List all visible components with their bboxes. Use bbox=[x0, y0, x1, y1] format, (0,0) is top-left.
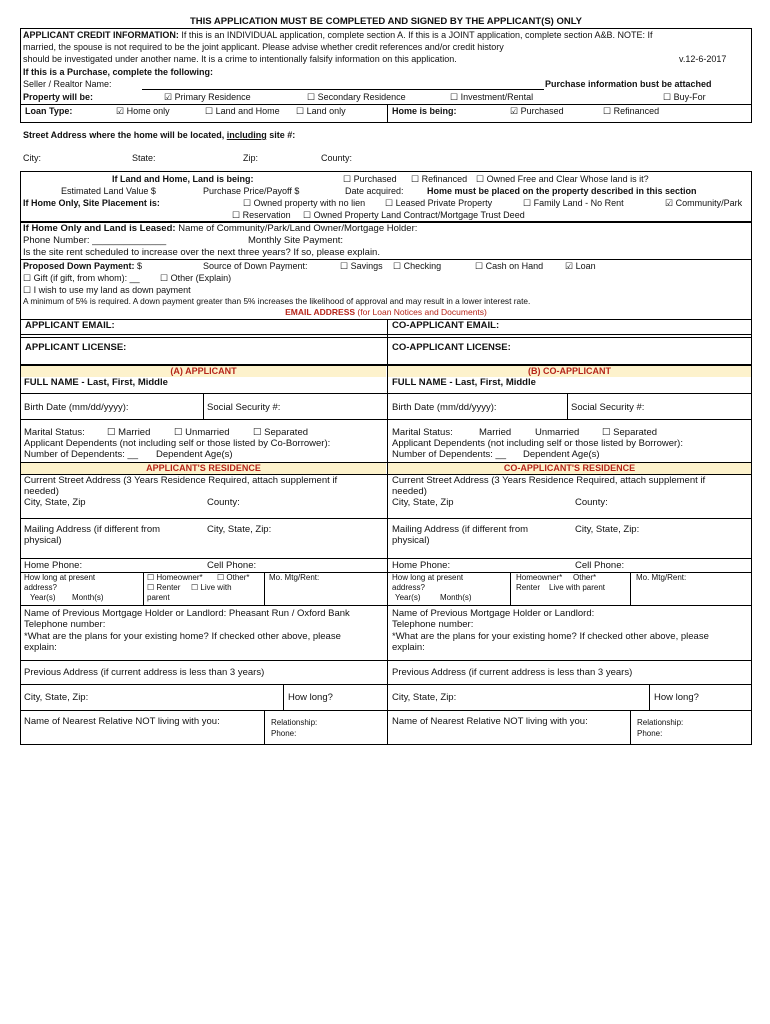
applicant-mailing-label-2: physical) bbox=[24, 535, 62, 546]
checked-box-icon bbox=[665, 198, 673, 208]
credit-info-text-3: should be investigated under another name. It is a crime to intentionally falsify information on this application. bbox=[23, 54, 457, 64]
checkbox-icon bbox=[340, 261, 348, 271]
co-applicant-plans-label: *What are the plans for your existing home? If checked other above, please bbox=[392, 631, 709, 642]
applicant-license-field[interactable]: APPLICANT LICENSE: bbox=[25, 342, 127, 353]
loan-label: Loan bbox=[575, 261, 596, 271]
monthly-site-payment-label: Monthly Site Payment: bbox=[248, 235, 344, 246]
applicant-ssn-field[interactable]: Social Security #: bbox=[207, 402, 281, 413]
divider bbox=[264, 710, 265, 745]
co-applicant-months-field[interactable]: Month(s) bbox=[440, 593, 472, 602]
date-acquired-label: Date acquired: bbox=[345, 186, 404, 196]
applicant-num-dependents-field[interactable]: Number of Dependents: __ bbox=[24, 449, 139, 460]
checkbox-icon bbox=[307, 92, 315, 102]
home-only-option[interactable] bbox=[116, 106, 170, 116]
checkbox-icon bbox=[393, 261, 401, 271]
checked-box-icon bbox=[116, 106, 124, 116]
applicant-current-street-label: Current Street Address (3 Years Residence Required, attach supplement if bbox=[24, 475, 338, 486]
divider bbox=[143, 572, 144, 605]
divider bbox=[20, 660, 752, 661]
applicant-homeowner-option[interactable] bbox=[147, 573, 203, 582]
email-address-note bbox=[20, 308, 752, 318]
co-applicant-ssn-field[interactable]: Social Security #: bbox=[571, 402, 645, 413]
co-applicant-live-with-option[interactable]: Live with parent bbox=[549, 583, 606, 592]
co-applicant-email-field[interactable]: CO-APPLICANT EMAIL: bbox=[392, 320, 500, 331]
home-only-label: Home only bbox=[126, 106, 170, 116]
applicant-relative-phone-field[interactable]: Phone: bbox=[271, 729, 297, 738]
co-applicant-dependents-label: Applicant Dependents (not including self or those listed by Borrower): bbox=[392, 438, 683, 449]
attach-note: Purchase information bust be attached bbox=[545, 79, 712, 89]
checked-box-icon bbox=[565, 261, 573, 271]
co-applicant-relationship-field[interactable]: Relationship: bbox=[637, 718, 684, 727]
co-applicant-how-long-label-2: address? bbox=[392, 583, 425, 592]
divider bbox=[203, 393, 204, 419]
checkbox-icon bbox=[205, 106, 213, 116]
loan-option[interactable] bbox=[565, 261, 596, 271]
source-down-payment-label: Source of Down Payment: bbox=[203, 261, 308, 271]
land-down-payment-label: I wish to use my land as down payment bbox=[33, 285, 191, 295]
checkbox-icon bbox=[475, 261, 483, 271]
co-applicant-mailing-csz-field[interactable]: City, State, Zip: bbox=[575, 524, 640, 535]
leased-private-option[interactable] bbox=[385, 198, 492, 208]
checkbox-icon bbox=[385, 198, 393, 208]
secondary-residence-label: Secondary Residence bbox=[317, 92, 406, 102]
other-explain-label: Other (Explain) bbox=[170, 273, 232, 283]
zip-label: Zip: bbox=[243, 153, 259, 163]
applicant-live-with-option[interactable] bbox=[191, 583, 232, 592]
co-applicant-renter-option[interactable]: Renter bbox=[516, 583, 541, 592]
checkbox-icon bbox=[23, 285, 31, 295]
applicant-mtg-rent-field[interactable]: Mo. Mtg/Rent: bbox=[269, 573, 320, 582]
divider bbox=[20, 419, 752, 420]
land-home-option[interactable] bbox=[205, 106, 280, 116]
credit-info-text-2: married, the spouse is not required to be the joint applicant. Please advise whether credit references and/or credit history bbox=[23, 42, 504, 52]
version-label: v.12-6-2017 bbox=[679, 54, 727, 64]
divider bbox=[20, 393, 752, 394]
applicant-marital-label: Marital Status: bbox=[24, 427, 85, 438]
seller-realtor-label: Seller / Realtor Name: bbox=[23, 79, 112, 89]
purchase-heading: If this is a Purchase, complete the following: bbox=[23, 67, 214, 77]
checkbox-icon bbox=[191, 583, 198, 592]
divider bbox=[20, 518, 752, 519]
checkbox-icon bbox=[217, 573, 224, 582]
refinanced-option[interactable] bbox=[603, 106, 659, 116]
community-park-label: Community/Park bbox=[675, 198, 743, 208]
leased-line bbox=[23, 224, 417, 235]
co-applicant-explain-field[interactable]: explain: bbox=[392, 642, 425, 653]
co-applicant-full-name-field[interactable]: FULL NAME - Last, First, Middle bbox=[392, 377, 536, 388]
co-applicant-relative-field[interactable]: Name of Nearest Relative NOT living with you: bbox=[392, 716, 588, 727]
city-label: City: bbox=[23, 153, 41, 163]
savings-label: Savings bbox=[350, 261, 383, 271]
applicant-residence-title: APPLICANT'S RESIDENCE bbox=[146, 463, 261, 473]
checkbox-icon bbox=[411, 174, 419, 184]
applicant-relative-field[interactable]: Name of Nearest Relative NOT living with you: bbox=[24, 716, 220, 727]
checkbox-icon bbox=[303, 210, 311, 220]
co-applicant-prev-mortgage-field[interactable]: Name of Previous Mortgage Holder or Landlord: bbox=[392, 608, 595, 619]
applicant-columns-box bbox=[20, 365, 752, 745]
credit-info-line-1 bbox=[23, 30, 653, 40]
checkbox-icon bbox=[603, 106, 611, 116]
applicant-how-long-label-1: How long at present bbox=[24, 573, 96, 582]
checking-option[interactable] bbox=[393, 261, 441, 271]
applicant-county-field[interactable]: County: bbox=[207, 497, 240, 508]
divider bbox=[630, 710, 631, 745]
buyfor-label: Buy-For bbox=[673, 92, 706, 102]
down-payment-line bbox=[23, 261, 142, 271]
applicant-years-field[interactable]: Year(s) bbox=[30, 593, 56, 602]
co-applicant-residence-title: CO-APPLICANT'S RESIDENCE bbox=[503, 463, 636, 473]
purchased-option[interactable] bbox=[510, 106, 564, 116]
applicant-months-field[interactable]: Month(s) bbox=[72, 593, 104, 602]
divider bbox=[387, 104, 388, 123]
checkbox-icon bbox=[523, 198, 531, 208]
checkbox-icon bbox=[23, 273, 31, 283]
co-applicant-mailing-label-1: Mailing Address (if different from bbox=[392, 524, 529, 535]
co-applicant-years-field[interactable]: Year(s) bbox=[395, 593, 421, 602]
applicant-unmarried-label: Unmarried bbox=[185, 427, 230, 438]
owned-contract-option[interactable] bbox=[303, 210, 525, 220]
applicant-explain-field[interactable]: explain: bbox=[24, 642, 57, 653]
applicant-birth-date-field[interactable]: Birth Date (mm/dd/yyyy): bbox=[24, 402, 129, 413]
checkbox-icon bbox=[107, 427, 116, 438]
down-payment-dollar: $ bbox=[134, 261, 143, 271]
applicant-how-long-label-2: address? bbox=[24, 583, 57, 592]
applicant-how-long-field[interactable]: How long? bbox=[288, 692, 333, 703]
co-applicant-mtg-rent-field[interactable]: Mo. Mtg/Rent: bbox=[636, 573, 687, 582]
checkbox-icon bbox=[450, 92, 458, 102]
land-down-payment-option[interactable] bbox=[23, 285, 191, 295]
divider bbox=[20, 684, 752, 685]
street-address-label bbox=[23, 130, 295, 140]
cash-on-hand-label: Cash on Hand bbox=[485, 261, 544, 271]
must-be-placed-note: Home must be placed on the property described in this section bbox=[427, 186, 697, 196]
checkbox-icon bbox=[147, 583, 154, 592]
column-divider bbox=[387, 365, 388, 745]
co-applicant-county-field[interactable]: County: bbox=[575, 497, 608, 508]
co-applicant-other-option[interactable]: Other* bbox=[573, 573, 597, 582]
checkbox-icon bbox=[343, 174, 351, 184]
land-owned-free-label: Owned Free and Clear Whose land is it? bbox=[486, 174, 649, 184]
applicant-other-option[interactable] bbox=[217, 573, 250, 582]
checkbox-icon bbox=[174, 427, 183, 438]
applicant-prev-mortgage-field[interactable]: Name of Previous Mortgage Holder or Landlord: Pheasant Run / Oxford Bank bbox=[24, 608, 350, 619]
co-applicant-unmarried-option[interactable]: Unmarried bbox=[535, 427, 580, 438]
county-label: County: bbox=[321, 153, 353, 163]
divider bbox=[567, 393, 568, 419]
divider bbox=[20, 605, 752, 606]
checking-label: Checking bbox=[403, 261, 442, 271]
minimum-down-note: A minimum of 5% is required. A down payment greater than 5% increases the likelihood of approval and may result in a lower interest rate. bbox=[23, 296, 531, 306]
owned-contract-label: Owned Property Land Contract/Mortgage Trust Deed bbox=[313, 210, 525, 220]
owned-no-lien-label: Owned property with no lien bbox=[253, 198, 366, 208]
applicant-renter-label: Renter bbox=[156, 583, 181, 592]
purchase-price-label: Purchase Price/Payoff $ bbox=[203, 186, 300, 196]
applicant-csz-field[interactable]: City, State, Zip bbox=[24, 497, 86, 508]
gift-option[interactable] bbox=[23, 273, 140, 283]
applicant-married-label: Married bbox=[118, 427, 151, 438]
reservation-label: Reservation bbox=[242, 210, 291, 220]
email-license-box bbox=[20, 319, 752, 365]
cash-on-hand-option[interactable] bbox=[475, 261, 543, 271]
if-land-home-label: If Land and Home, Land is being: bbox=[112, 174, 254, 184]
primary-residence-option[interactable] bbox=[164, 92, 251, 102]
co-applicant-relative-phone-field[interactable]: Phone: bbox=[637, 729, 663, 738]
savings-option[interactable] bbox=[340, 261, 383, 271]
divider bbox=[387, 319, 388, 365]
co-applicant-prev-address-field[interactable]: Previous Address (if current address is less than 3 years) bbox=[392, 667, 633, 678]
gift-label: Gift (if gift, from whom): __ bbox=[33, 273, 140, 283]
loan-type-label: Loan Type: bbox=[25, 106, 73, 116]
co-applicant-homeowner-option[interactable]: Homeowner* bbox=[516, 573, 563, 582]
checkbox-icon bbox=[160, 273, 168, 283]
applicant-dependents-label: Applicant Dependents (not including self or those listed by Co-Borrower): bbox=[24, 438, 331, 449]
checkbox-icon bbox=[296, 106, 304, 116]
applicant-needed-label: needed) bbox=[24, 486, 59, 497]
if-home-only-label: If Home Only, Site Placement is: bbox=[23, 198, 160, 208]
checkbox-icon bbox=[476, 174, 484, 184]
applicant-full-name-field[interactable]: FULL NAME - Last, First, Middle bbox=[24, 377, 168, 388]
co-applicant-needed-label: needed) bbox=[392, 486, 427, 497]
co-applicant-current-street-label: Current Street Address (3 Years Residence Required, attach supplement if bbox=[392, 475, 706, 486]
co-applicant-separated-label: Separated bbox=[613, 427, 658, 438]
applicant-home-phone-field[interactable]: Home Phone: bbox=[24, 560, 83, 571]
investment-label: Investment/Rental bbox=[460, 92, 534, 102]
applicant-section-title: (A) APPLICANT bbox=[170, 366, 237, 376]
family-land-option[interactable] bbox=[523, 198, 624, 208]
co-applicant-section-title: (B) CO-APPLICANT bbox=[528, 366, 611, 376]
checked-box-icon bbox=[510, 106, 518, 116]
co-applicant-mailing-label-2: physical) bbox=[392, 535, 430, 546]
applicant-renter-option[interactable] bbox=[147, 583, 180, 592]
applicant-mailing-label-1: Mailing Address (if different from bbox=[24, 524, 161, 535]
divider bbox=[20, 259, 752, 260]
street-including-text: including bbox=[226, 130, 267, 140]
land-purchased-option[interactable] bbox=[343, 174, 397, 184]
applicant-other-label: Other* bbox=[226, 573, 250, 582]
divider bbox=[20, 558, 752, 559]
co-applicant-home-phone-field[interactable]: Home Phone: bbox=[392, 560, 451, 571]
down-payment-label: Proposed Down Payment: bbox=[23, 261, 135, 271]
applicant-parent-label: parent bbox=[147, 593, 170, 602]
street-label-text: Street Address where the home will be located, bbox=[23, 130, 227, 140]
co-applicant-cell-phone-field[interactable]: Cell Phone: bbox=[575, 560, 625, 571]
divider bbox=[20, 104, 752, 105]
checkbox-icon bbox=[253, 427, 262, 438]
land-only-option[interactable] bbox=[296, 106, 346, 116]
divider bbox=[630, 572, 631, 605]
divider bbox=[283, 684, 284, 710]
co-applicant-telephone-field[interactable]: Telephone number: bbox=[392, 619, 474, 630]
property-will-be-label: Property will be: bbox=[23, 92, 94, 102]
checkbox-icon bbox=[663, 92, 671, 102]
co-applicant-birth-date-field[interactable]: Birth Date (mm/dd/yyyy): bbox=[392, 402, 497, 413]
applicant-email-field[interactable]: APPLICANT EMAIL: bbox=[25, 320, 115, 331]
land-purchased-label: Purchased bbox=[353, 174, 397, 184]
checkbox-icon bbox=[147, 573, 154, 582]
leased-label: If Home Only and Land is Leased: bbox=[23, 223, 176, 234]
checked-box-icon bbox=[164, 92, 172, 102]
reservation-option[interactable] bbox=[232, 210, 291, 220]
email-address-label: EMAIL ADDRESS bbox=[285, 307, 356, 317]
community-park-option[interactable] bbox=[665, 198, 742, 208]
co-applicant-license-field[interactable]: CO-APPLICANT LICENSE: bbox=[392, 342, 511, 353]
co-applicant-csz-field[interactable]: City, State, Zip bbox=[392, 497, 454, 508]
buyfor-option[interactable] bbox=[663, 92, 706, 102]
leased-name-of: Name of Community/Park/Land Owner/Mortgage Holder: bbox=[175, 223, 418, 234]
applicant-live-with-label: Live with bbox=[200, 583, 232, 592]
refinanced-label: Refinanced bbox=[613, 106, 660, 116]
applicant-mailing-csz-field[interactable]: City, State, Zip: bbox=[207, 524, 272, 535]
land-refinanced-option[interactable] bbox=[411, 174, 467, 184]
applicant-separated-label: Separated bbox=[264, 427, 309, 438]
land-home-label: Land and Home bbox=[215, 106, 280, 116]
divider bbox=[20, 337, 752, 338]
co-applicant-how-long-label-1: How long at present bbox=[392, 573, 464, 582]
checkbox-icon bbox=[243, 198, 251, 208]
seller-underline bbox=[142, 89, 544, 90]
divider bbox=[264, 572, 265, 605]
phone-number-label: Phone Number: ______________ bbox=[23, 235, 167, 246]
credit-info-text-1: If this is an INDIVIDUAL application, complete section A. If this is a JOINT application, complete section A&B. NOTE: If bbox=[178, 30, 653, 40]
primary-residence-label: Primary Residence bbox=[174, 92, 251, 102]
secondary-residence-option[interactable] bbox=[307, 92, 406, 102]
street-site-text: site #: bbox=[266, 130, 296, 140]
divider bbox=[20, 710, 752, 711]
co-applicant-num-dependents-field[interactable]: Number of Dependents: __ bbox=[392, 449, 507, 460]
co-applicant-prev-csz-field[interactable]: City, State, Zip: bbox=[392, 692, 457, 703]
applicant-relationship-field[interactable]: Relationship: bbox=[271, 718, 318, 727]
land-only-label: Land only bbox=[306, 106, 346, 116]
site-rent-increase-question: Is the site rent scheduled to increase over the next three years? If so, please explain. bbox=[23, 247, 380, 258]
checkbox-icon bbox=[232, 210, 240, 220]
home-is-being-label: Home is being: bbox=[392, 106, 457, 116]
co-applicant-dependent-ages-field[interactable]: Dependent Age(s) bbox=[523, 449, 600, 460]
applicant-prev-address-field[interactable]: Previous Address (if current address is less than 3 years) bbox=[24, 667, 265, 678]
divider bbox=[510, 572, 511, 605]
applicant-telephone-field[interactable]: Telephone number: bbox=[24, 619, 106, 630]
applicant-dependent-ages-field[interactable]: Dependent Age(s) bbox=[156, 449, 233, 460]
divider bbox=[649, 684, 650, 710]
estimated-land-value-label: Estimated Land Value $ bbox=[61, 186, 156, 196]
state-label: State: bbox=[132, 153, 156, 163]
leased-private-label: Leased Private Property bbox=[395, 198, 493, 208]
owned-no-lien-option[interactable] bbox=[243, 198, 365, 208]
purchased-label: Purchased bbox=[520, 106, 564, 116]
form-title: THIS APPLICATION MUST BE COMPLETED AND SIGNED BY THE APPLICANT(S) ONLY bbox=[190, 16, 582, 27]
email-note-label: (for Loan Notices and Documents) bbox=[355, 307, 487, 317]
applicant-plans-label: *What are the plans for your existing home? If checked other above, please bbox=[24, 631, 341, 642]
other-explain-option[interactable] bbox=[160, 273, 231, 283]
applicant-prev-csz-field[interactable]: City, State, Zip: bbox=[24, 692, 89, 703]
land-owned-free-option[interactable] bbox=[476, 174, 649, 184]
land-refinanced-label: Refinanced bbox=[421, 174, 468, 184]
applicant-homeowner-label: Homeowner* bbox=[156, 573, 203, 582]
checkbox-icon bbox=[602, 427, 611, 438]
family-land-label: Family Land - No Rent bbox=[533, 198, 624, 208]
co-applicant-how-long-field[interactable]: How long? bbox=[654, 692, 699, 703]
co-applicant-marital-label: Marital Status: bbox=[392, 427, 453, 438]
credit-info-label: APPLICANT CREDIT INFORMATION: bbox=[23, 30, 179, 40]
co-applicant-married-option[interactable]: Married bbox=[479, 427, 512, 438]
investment-option[interactable] bbox=[450, 92, 533, 102]
applicant-cell-phone-field[interactable]: Cell Phone: bbox=[207, 560, 257, 571]
